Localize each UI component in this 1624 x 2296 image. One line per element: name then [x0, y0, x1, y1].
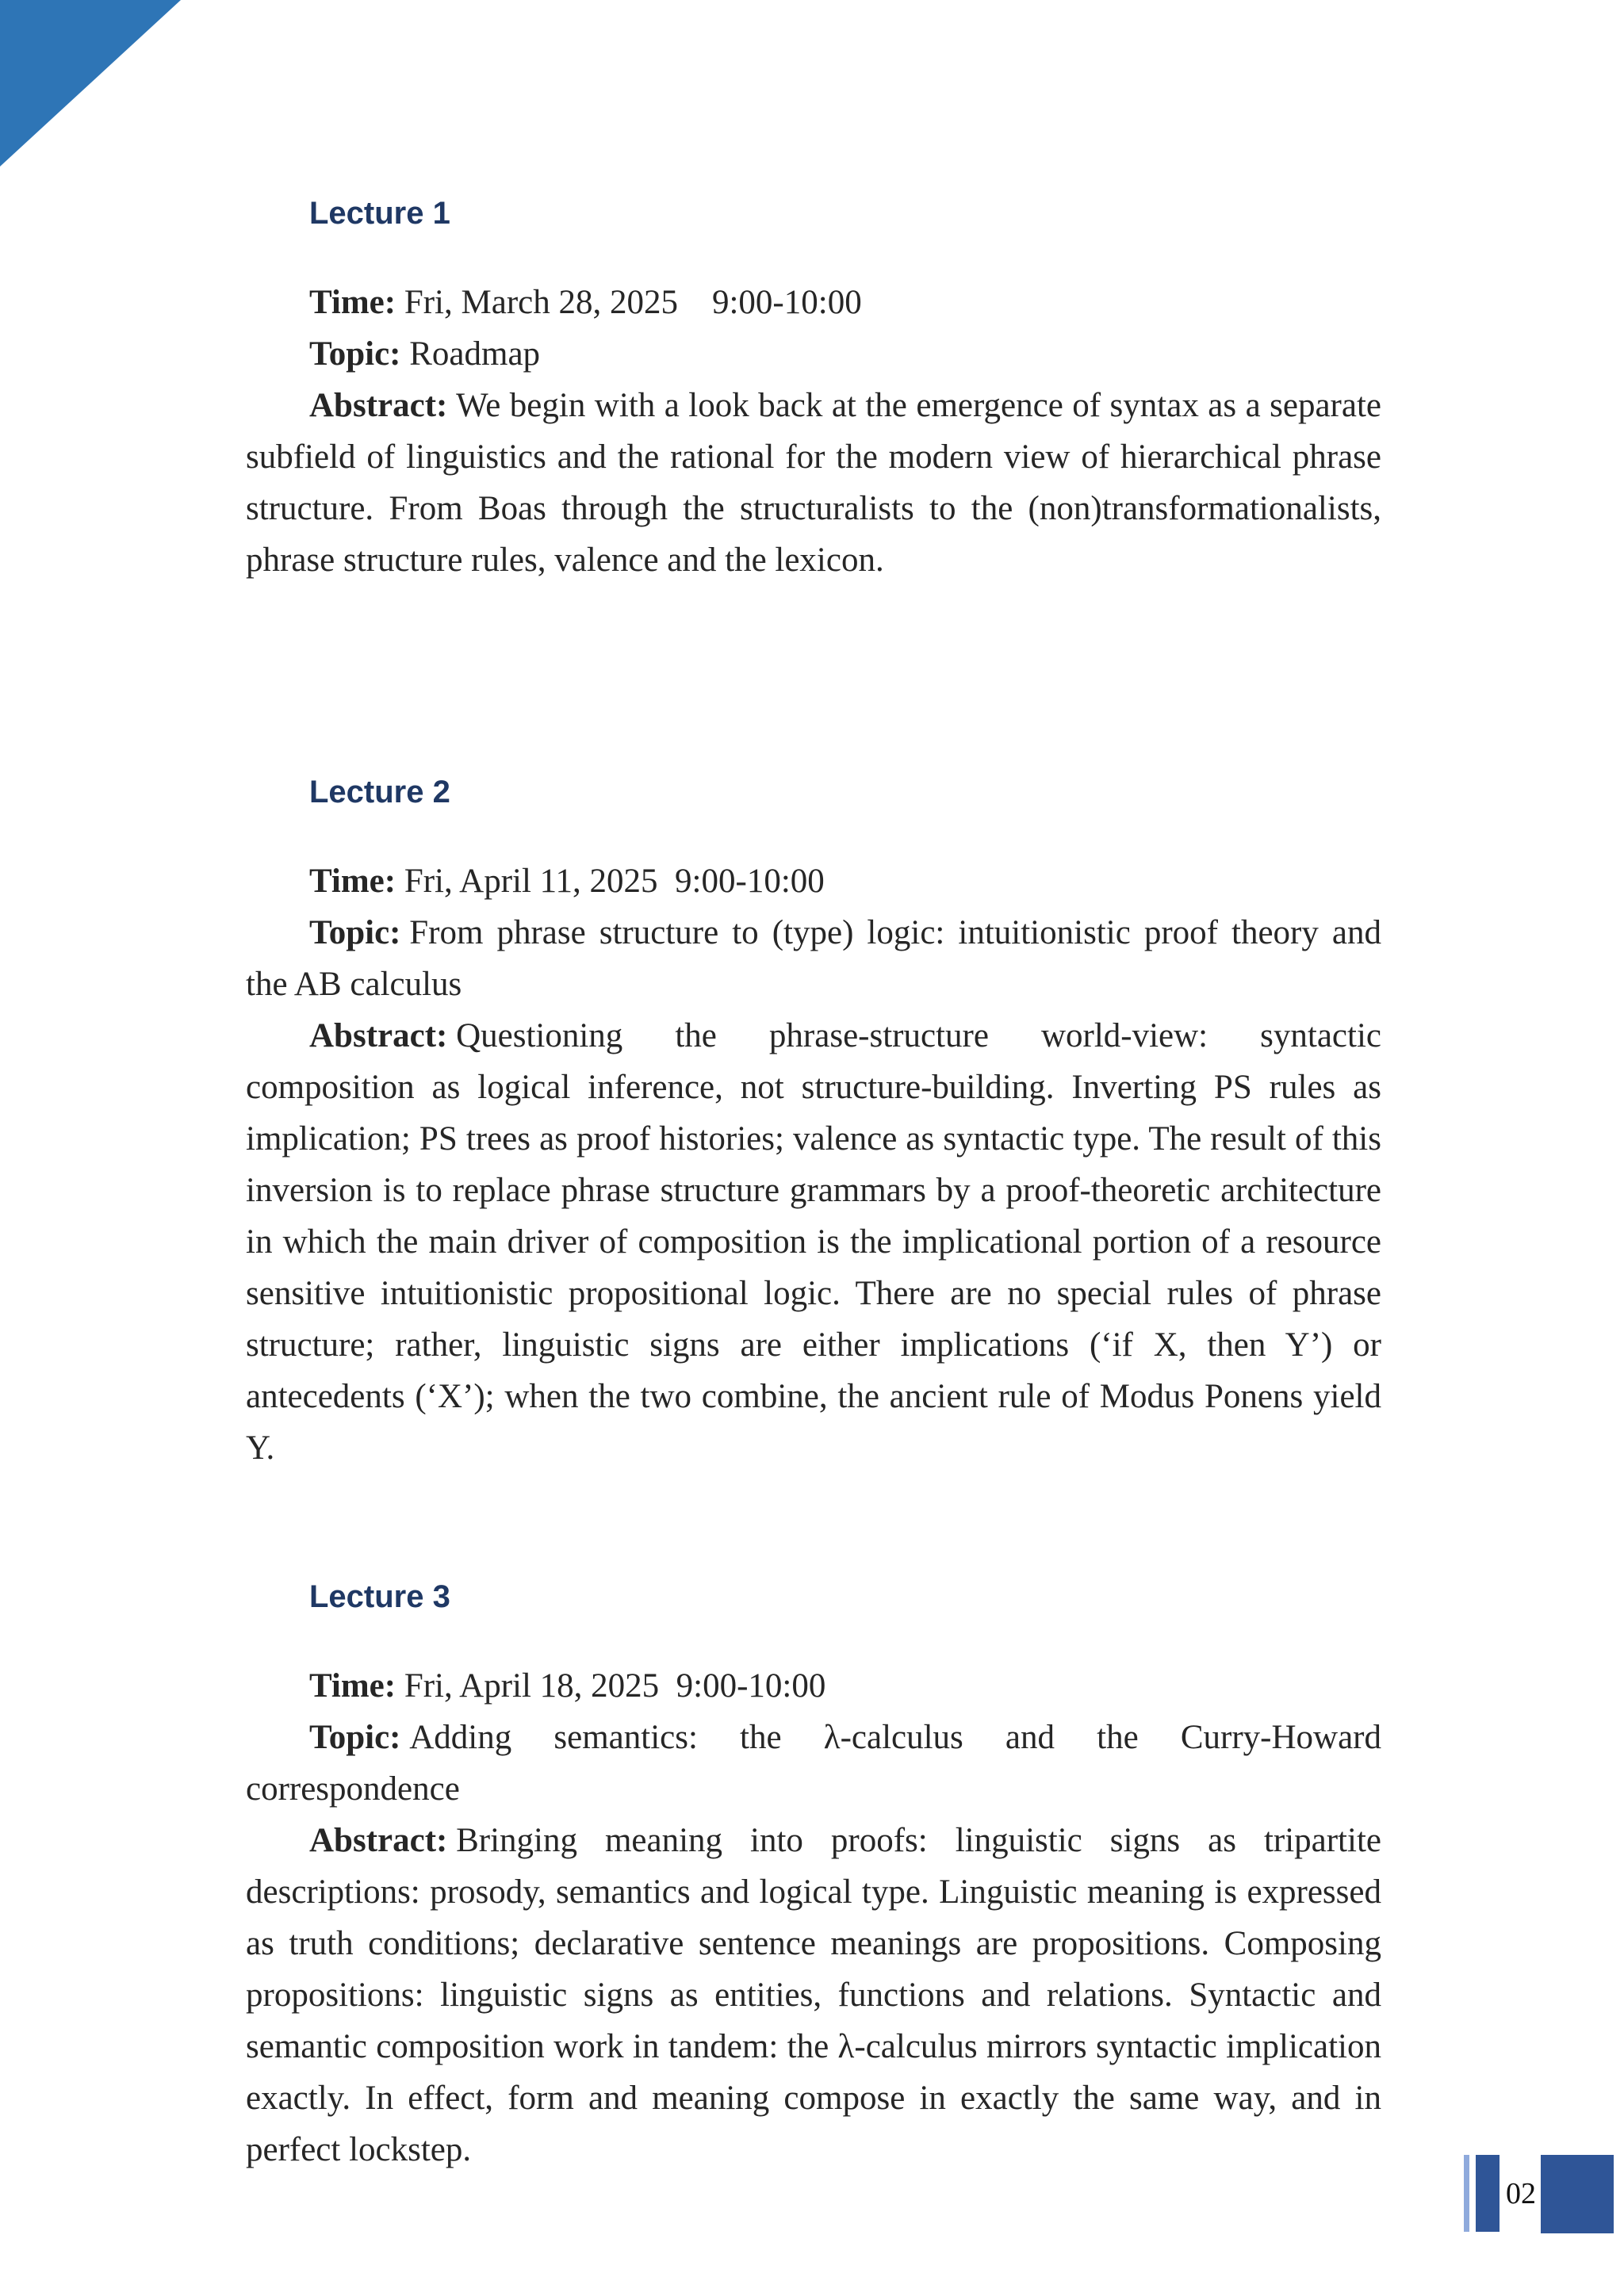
abstract-label: Abstract:	[309, 387, 448, 424]
lecture-3-time-line	[246, 1660, 1381, 1712]
lecture-1-abstract	[246, 380, 1381, 586]
lecture-2-section	[246, 773, 1381, 1474]
corner-triangle-decoration	[0, 0, 181, 166]
lecture-3-title: Lecture 3	[309, 1579, 450, 1614]
abstract-text: Questioning the phrase-structure world-view: syntactic composition as logical inference, not structure-building. Inverting PS rules as implication; PS trees as proof histories; valence as syntactic type. The result of this inversion is to replace phrase structure grammars by a proof-theoretic architecture in which the main driver of composition is the implicational portion of a resource sensitive intuitionistic propositional logic. There are no special rules of phrase structure; rather, linguistic signs are either implications (‘if X, then Y’) or antecedents (‘X’); when the two combine, the ancient rule of Modus Ponens yield Y.	[246, 1017, 1381, 1467]
topic-label: Topic:	[309, 914, 401, 951]
footer-thin-bar-decoration	[1464, 2155, 1469, 2232]
lecture-3-abstract	[246, 1815, 1381, 2175]
topic-value: Adding semantics: the λ-calculus and the Curry-Howard correspondence	[246, 1719, 1381, 1808]
lecture-2-topic-line	[246, 907, 1381, 1010]
abstract-label: Abstract:	[309, 1017, 448, 1054]
abstract-label: Abstract:	[309, 1822, 448, 1859]
footer-thick-bar-decoration	[1476, 2155, 1500, 2232]
page-number: 02	[1506, 2176, 1536, 2210]
lecture-2-abstract	[246, 1010, 1381, 1474]
time-value: Fri, April 18, 2025 9:00-10:00	[404, 1667, 826, 1705]
time-value: Fri, March 28, 2025 9:00-10:00	[404, 284, 862, 321]
abstract-text: Bringing meaning into proofs: linguistic signs as tripartite descriptions: prosody, semantics and logical type. Linguistic meaning is expressed as truth conditions; declarative sentence meanings are propositions. Composing propositions: linguistic signs as entities, functions and relations. Syntactic and semantic composition work in tandem: the λ-calculus mirrors syntactic implication exactly. In effect, form and meaning compose in exactly the same way, and in perfect lockstep.	[246, 1822, 1381, 2168]
lecture-1-topic-line	[246, 328, 1381, 380]
lecture-2-title: Lecture 2	[309, 775, 450, 809]
lecture-2-time-line	[246, 855, 1381, 907]
lecture-1-title: Lecture 1	[309, 196, 450, 231]
lecture-3-topic-line	[246, 1712, 1381, 1815]
topic-label: Topic:	[309, 335, 401, 373]
time-label: Time:	[309, 1667, 396, 1705]
lecture-1-section	[246, 194, 1381, 586]
time-label: Time:	[309, 863, 396, 900]
time-value: Fri, April 11, 2025 9:00-10:00	[404, 863, 825, 900]
topic-label: Topic:	[309, 1719, 401, 1756]
abstract-text: We begin with a look back at the emergence of syntax as a separate subfield of linguistics and the rational for the modern view of hierarchical phrase structure. From Boas through the structuralists to the (non)transformationalists, phrase structure rules, valence and the lexicon.	[246, 387, 1381, 579]
lecture-1-time-line	[246, 277, 1381, 328]
topic-value: Roadmap	[409, 335, 541, 373]
footer-rectangle-decoration	[1541, 2155, 1614, 2233]
topic-value: From phrase structure to (type) logic: intuitionistic proof theory and the AB calculus	[246, 914, 1381, 1003]
lecture-3-section	[246, 1578, 1381, 2175]
time-label: Time:	[309, 284, 396, 321]
